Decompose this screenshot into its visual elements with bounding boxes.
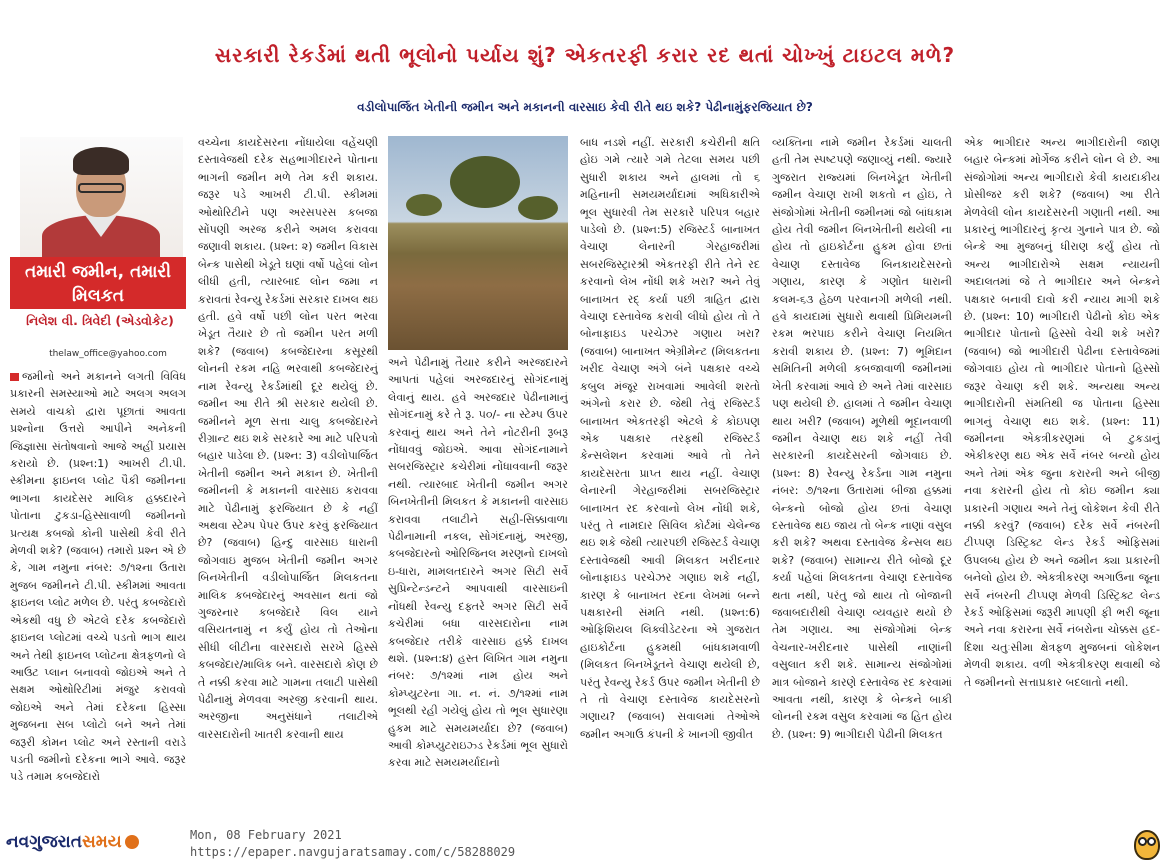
paragraph-bullet [10,373,19,381]
article-column-5 [772,134,952,824]
headline-text: સરકારી રેકર્ડમાં થતી ભૂલોનો પર્યાય શું? એકતરફી કરાર રદ થતાં ચોખ્ખું ટાઇટલ મળે? [214,43,956,67]
farmland-photo [388,136,568,350]
article-column-2-text: વચ્ચેના કાયદેસરના નોંધાયેલા વહેંચણી દસ્તાવેજથી દરેક સહભાગીદારને પોતાના ભાગની જમીન મળે તેમ કરી શકાય. જરૂર પડે આખરી ટી.પી. સ્કીમમાં ઓથોરિટીને પણ અરસપરસ કબજા સોંપણી અરજ કરીને અમલ કરાવવા જણાવી શકાય. (પ્રશ્ન: ૨) જમીન વિકાસ બેન્ક પાસેથી ખેડૂતે ઘણાં વર્ષો પહેલાં લોન લીધી હતી, ત્યારબાદ લોન જમા ન કરાવતાં રેવન્યુ રેકર્ડમાં સરકાર દાખલ થઇ હતી. હવે વર્ષો પછી લોન પરત ભરવા ખેડૂત તૈયાર છે તો જમીન પરત મળી શકે? (જવાબ) કબજેદારના કસૂરથી લોનની રકમ નહિ ભરવાથી કબજેદારનું નામ રેવન્યુ રેકર્ડમાંથી દૂર થયેલું છે. જમીન આ રીતે શ્રી સરકાર થયેલી છે. જમીનને મૂળ સત્તા ચાલુ કબજેદારને રીગ્રાન્ટ થઇ શકે સરકારે આ માટે પરિપત્રો બહાર પાડેલા છે. (પ્રશ્ન: 3) વડીલોપાર્જિત ખેતીની જમીન અને મકાન છે. ખેતીની જમીનની કે મકાનની વારસાઇ કરાવવા માટે પેઢીનામું ફરજિયાત છે કે નહીં અથવા સ્ટેમ્પ પેપર ઉપર કરવું ફરજિયાત છે? (જવાબ) હિન્દુ વારસાઇ ધારાની જોગવાઇ મુજબ ખેતીની જમીન અગર બિનખેતીની વડીલોપાર્જિત મિલકતના માલિક કબજેદારનું અવસાન થતાં જો ગુજરનાર કબજેદારે વિલ યાને વસિયતનામું ન કર્યું હોય તો તેઓના સીધી લીટીના વારસદારો સરખે હિસ્સે કબજેદાર/માલિક બને. વારસદારો કોણ છે તે નક્કી કરવા માટે ગામના તલાટી પાસેથી પેઢીનામું મેળવવા અરજી કરવાની થાય. અરજીના અનુસંધાને તલાટીએ વારસદારોની ખાતરી કરવાની થાય [198,136,378,741]
author-photo-hair [73,147,129,175]
edition-url[interactable]: https://epaper.navgujaratsamay.com/c/58288029 [190,845,516,859]
farmland-photo-tree [450,156,520,208]
farmland-photo-shrub [518,196,558,220]
article-column-1-text: જમીનો અને મકાનને લગતી વિવિધ પ્રકારની સમસ્યાઓ માટે અલગ અલગ સમયે વાચકો દ્વારા પૂછાતાં આવતા પ્રશ્નોના ઉત્તરો આપીને અનેકની જિજ્ઞાસા સંતોષવાનો આજે અહીં પ્રયાસ કરાયો છે. (પ્રશ્ન:1) આખરી ટી.પી. સ્કીમના ફાઇનલ પ્લોટ પૈકી જમીનના ભાગના કાયદેસર માલિક હક્કદારને પોતાના ટુકડા-હિસ્સાવાળી જમીનનો પ્રત્યક્ષ કબજો કોની પાસેથી કેવી રીતે મેળવી શકે? (જવાબ) તમારો પ્રશ્ન એ છે કે, ગામ નમુના નંબર: ૭/૧૨ના ઉતારા મુજબ જમીનને ટી.પી. સ્કીમમાં આવતા ફાઇનલ પ્લોટ મળેલ છે. પરંતુ કબજેદારો એકથી વધુ છે એટલે દરેક કબજેદારો ફાઇનલ પ્લોટમાં વચ્ચે પડતો ભાગ થાય અને તેથી ફાઇનલ પ્લોટના ક્ષેત્રફળનો લે આઉટ પ્લાન બનાવવો જોઇએ અને તે સક્ષમ ઓથોરિટીમાં મંજુર કરાવવો જોઇએ અને તેમાં દરેકના હિસ્સા મુજબના સબ પ્લોટો બને અને તેમાં જરૂરી કોમન પ્લોટ અને રસ્તાની વરાડે પડતી જમીનો દરેકના ભાગે આવે. જરૂર પડે તમામ કબજેદારો [10,370,186,784]
author-photo-glasses [78,183,124,193]
author-email: thelaw_office@yahoo.com [49,349,167,359]
brand-accent: સમય [81,832,122,852]
farmland-photo-shrub [406,194,442,216]
brand-main: નવગુજરાત [6,832,82,852]
headline [0,0,1170,92]
article-column-1 [10,368,186,820]
article-column-3 [388,354,568,824]
article-column-4 [580,134,760,824]
article-column-4-text: બાધ નડશે નહીં. સરકારી કચેરીની ક્ષતિ હોઇ ગમે ત્યારે ગમે તેટલા સમય પછી સુધારી શકાય અને હાલમાં તો ૬ મહિનાની સમયમર્યાદામાં અધિકારીએ ભૂલ સુધારવી તેમ સરકારે પરિપત્ર બહાર પાડેલો છે. (પ્રશ્ન:5) રજિસ્ટર્ડ બાનાખત વેચાણ લેનારની ગેરહાજરીમાં સબરજિસ્ટ્રારશ્રી એકતરફી રીતે તેને રદ કરવાનો લેખ નોંધી શકે ખરા? અને તેવું બાનાખત રદ્ કર્યા પછી ત્રાહિત દ્વારા વેચાણ દસ્તાવેજ કરાવી લીધો હોય તો તે બોનાફાઇડ પરચેઝર ગણાય ખરા? (જવાબ) બાનાખત એગ્રીમેન્ટ (મિલકતના ખરીદ વેચાણ અંગે બંને પક્ષકાર વચ્ચે કબુલ મંજૂર રાખવામાં આવેલી શરતો અંગેનો કરાર છે. જેથી તેવું રજિસ્ટર્ડ બાનાખત એકતરફી એટલે કે કોઇપણ એક પક્ષકાર તરફથી રજિસ્ટર્ડ કેન્સલેશન કરવામાં આવે તો તેને કાયદેસરતા પ્રાપ્ત થાય નહીં. વેચાણ લેનારની ગેરહાજરીમાં સબરજિસ્ટ્રાર બાનાખત રદ કરવાનો લેખ નોંધી શકે, પરંતુ તે નામદાર સિવિલ કોર્ટમાં ચેલેન્જ થઇ શકે જેથી ત્યારપછી રજિસ્ટર્ડ વેચાણ દસ્તાવેજથી આવી મિલકત ખરીદનાર બોનાફાઇડ પરચેઝર ગણાઇ શકે નહીં, કારણ કે બાનાખત રદના લેખમાં બન્ને પક્ષકારની સંમતિ નથી. (પ્રશ્ન:6) ઓફિશિયલ લિક્વીડેટરના એ ગુજરાત હાઇકોર્ટના હુકમથી બાંધકામવાળી (મિલકત બિનખેડૂતને વેચાણ થયેલી છે, પરંતુ રેવન્યુ રેકર્ડ ઉપર જમીન ખેતીની છે તે તો વેચાણ દસ્તાવેજ કાયદેસરનો ગણાય? (જવાબ) સવાલમાં તેઓએ જમીન અગાઉ કંપની કે ખાનગી જીવીત [580,136,760,741]
column-title: તમારી જમીન, તમારી મિલકત [10,257,186,309]
subheadline: વડીલોપાર્જિત ખેતીની જમીન અને મકાનની વારસાઇ કેવી રીતે થઇ શકે? પેઢીનામુંફરજિયાત છે? [357,100,813,114]
edition-date: Mon, 08 February 2021 [190,828,342,842]
article-column-2 [198,134,378,824]
brand-logo[interactable] [6,832,139,852]
brand-swirl-icon [125,835,139,849]
article-column-3-text: અને પેઢીનામું તૈયાર કરીને અરજદારને આપતાં પહેલાં અરજદારનું સોગંદનામું લેવાનું થાય. હવે અરજદાર પેઢીનામાનું સોગંદનામું કરે તે રૂ. ૫૦/- ના સ્ટેમ્પ ઉપર કરવાનું થાય અને તેને નોટરીની રૂબરૂ નોંધાવવું જોઇએ. આવા સોગંદનામાને સબરજિસ્ટ્રાર કચેરીમાં નોંધાવવાની જરૂર નથી. ત્યારબાદ ખેતીની જમીન અગર બિનખેતીની મિલકત કે મકાનની વારસાઇ કરાવવા તલાટીને સહી-સિક્કાવાળા પેઢીનામાની નકલ, સોગંદનામું, અરજી, કબજેદારનો ઓરિજિનલ મરણનો દાખલો ઇ-ધારા, મામલતદારને અગર સિટી સર્વે સુપ્રિન્ટેન્ડન્ટને આપવાથી વારસાઇની નોંધથી રેવન્યુ દફ્તરે અગર સિટી સર્વે કચેરીમાં બધા વારસદારોના નામ કબજેદાર તરીકે વારસાઇ હક્કે દાખલ થશે. (પ્રશ્ન:૪) હસ્ત લિખિત ગામ નમુના નંબર: ૭/૧૨માં નામ હોય અને કોમ્પ્યુટરના ગા. ન. નં. ૭/૧૨માં નામ ભૂલથી રહી ગયેલું હોય તો ભૂલ સુધારણા હુકમ માટે સમયમર્યાદા છે? (જવાબ) આવી કોમ્પ્યુટરાઇઝ્ડ રેકર્ડમાં ભૂલ સુધારો કરવા માટે સમયમર્યાદાનો [388,356,568,770]
footer [0,823,1170,866]
author-name: નિલેશ વી. ત્રિવેદી (એડવોકેટ) [26,313,174,328]
article-column-6 [964,134,1160,824]
owl-icon [1132,826,1162,862]
article-column-5-text: વ્યક્તિના નામે જમીન રેકર્ડમાં ચાલતી હતી તેમ સ્પષ્ટપણે જણાવ્યું નથી. જ્યારે ગુજરાત રાજ્યમાં બિનખેડૂત ખેતીની જમીન વેચાણ રાખી શકતો ન હોઇ, તે સંજોગોમાં ખેતીની જમીનમાં જો બાંધકામ હોય તેવી જમીન બિનખેતીની થયેલી ના હોય તો હાઇકોર્ટના હુકમ હોવા છતાં વેચાણ દસ્તાવેજ બિનકાયદેસરનો ગણાય, કારણ કે ગણોત ધારાની કલમ-૬૩ હેઠળ પરવાનગી મળેલી નથી. હવે કાયદામાં સુધારો થવાથી પ્રિમિયમની રકમ ભરપાઇ કરીને વેચાણ નિયમિત કરાવી શકાય છે. (પ્રશ્ન: 7) ભૂમિદાન સમિતિની મળેલી કબજાવાળી જમીનમાં ખેતી કરવામાં આવે છે અને તેમાં વારસાઇ પણ થયેલી છે. હાલમાં તે જમીન વેચાણ થાય ખરી? (જવાબ) મૂળેથી ભૂદાનવાળી જમીન વેચાણ થઇ શકે નહીં તેવી સરકારની કાયદેસરની જોગવાઇ છે. (પ્રશ્ન: 8) રેવન્યુ રેકર્ડના ગામ નમુના નંબર: ૭/૧૨ના ઉતારામાં બીજા હક્કમાં બેન્કનો બોજો હોય છતાં વેચાણ દસ્તાવેજ થઇ જાય તો બેન્ક નાણાં વસુલ કરી શકે? અથવા દસ્તાવેજ કેન્સલ થઇ શકે? (જવાબ) સામાન્ય રીતે બોજો દૂર કર્યા પહેલાં મિલકતના વેચાણ દસ્તાવેજ થતા નથી, પરંતુ જો થાય તો બોજાની જવાબદારીથી વેચાણ વ્યવહાર થયો છે તેમ ગણાય. આ સંજોગોમાં બેન્ક વેચનાર-ખરીદનાર પાસેથી નાણાંની વસુલાત કરી શકે. સામાન્ય સંજોગોમાં માત્ર બોજાને કારણે દસ્તાવેજ રદ કરવામાં આવતા નથી, કારણ કે બેન્કને બાકી લોનની રકમ વસુલ કરવામાં જ હિત હોય છે. (પ્રશ્ન: 9) ભાગીદારી પેઢીની મિલકત [772,136,952,741]
author-photo [20,137,183,257]
article-column-6-text: એક ભાગીદાર અન્ય ભાગીદારોની જાણ બહાર બેન્કમાં મોર્ગેજ કરીને લોન લે છે. આ સંજોગોમાં અન્ય ભાગીદારો કેવી કાયદાકીય પ્રોસીજર કરી શકે? (જવાબ) આ રીતે મેળવેલી લોન કાયદેસરની ગણાતી નથી. આ પ્રકારનું ભાગીદારનું કૃત્ય ગુનાને પાત્ર છે. જો બેન્કે આ મુજબનું ધીરાણ કર્યું હોય તો અન્ય ભાગીદારોએ સક્ષમ ન્યાયની અદાલતમાં જે તે ભાગીદાર અને બેન્કને પક્ષકાર બનાવી દાવો કરી ન્યાય માગી શકે છે. (પ્રશ્ન: 10) ભાગીદારી પેઢીનો કોઇ એક ભાગીદાર પોતાનો હિસ્સો વેચી શકે ખરો? (જવાબ) જો ભાગીદારી પેઢીના દસ્તાવેજમાં જોગવાઇ હોય તો ભાગીદાર પોતાનો હિસ્સો જરૂર વેચાણ કરી શકે. અન્યથા અન્ય ભાગીદારોની સંમતિથી જ પોતાના હિસ્સા ભાગનું વેચાણ થઇ શકે. (પ્રશ્ન: 11) જમીનના એકત્રીકરણમાં બે ટુકડાનું એકીકરણ થઇ એક સર્વે નંબર બન્યો હોય અને તેમાં એક જુના કરારની અને બીજી નવા કરારની હોય તો કોઇ જમીન ક્યા પ્રકારની ગણાય અને તેનું લોકેશન કેવી રીતે નક્કી કરવું? (જવાબ) દરેક સર્વે નંબરની ટીપ્પણ ડિસ્ટ્રિક્ટ લેન્ડ રેકર્ડ ઓફિસમાં ઉપલબ્ધ હોય છે અને જમીન ક્યા પ્રકારની બનેલો હોય છે. એકત્રીકરણ અગાઉના જૂના સર્વે નંબરની ટીપ્પણ મેળવી ડિસ્ટ્રિક્ટ લેન્ડ રેકર્ડ ઓફિસમાં જરૂરી માપણી ફી ભરી જૂના અને નવા કરારના સર્વે નંબરોના ચોક્કસ હદ-દિશા ચતુઃસીમા ક્ષેત્રફળ મુજબનાં લોકેશન મેળવી શકાય. વળી એકત્રીકરણ થવાથી જે તે જમીનનો સત્તાપ્રકાર બદલાતો નથી. [964,136,1160,689]
